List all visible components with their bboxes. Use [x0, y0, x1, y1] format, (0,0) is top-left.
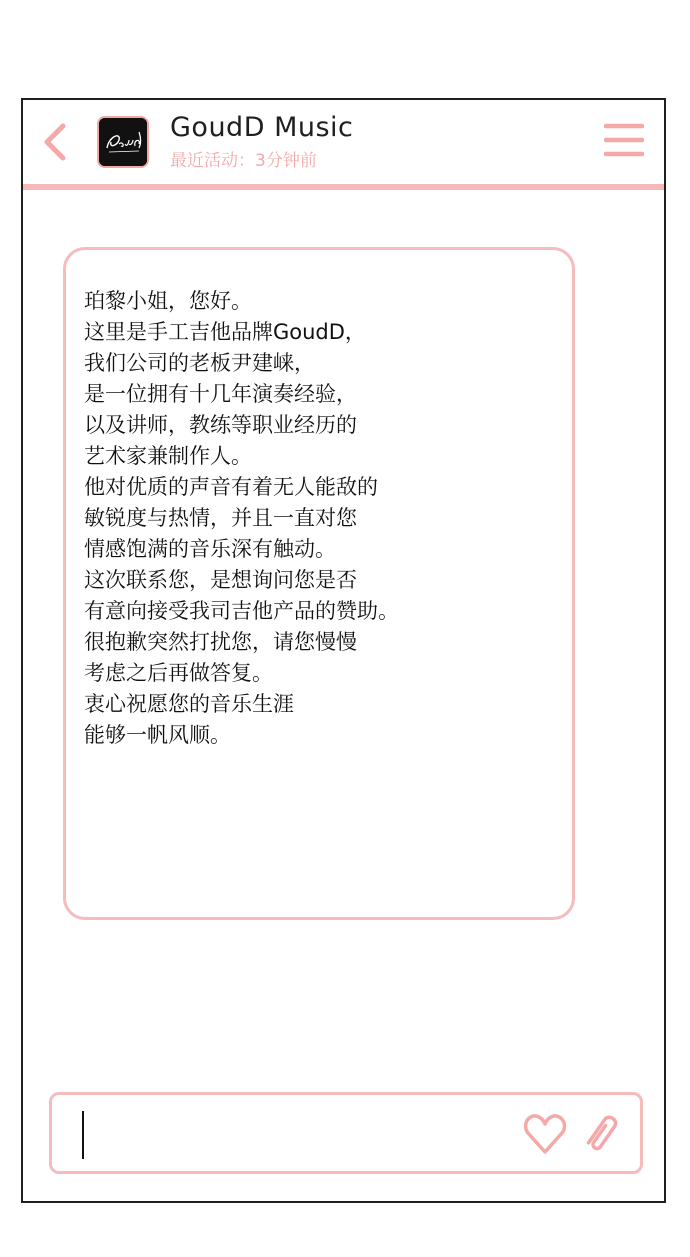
like-button[interactable] — [522, 1111, 568, 1157]
message-line: 衷心祝愿您的音乐生涯 — [84, 692, 294, 716]
attach-button[interactable] — [582, 1109, 622, 1159]
header-divider — [23, 184, 664, 190]
message-line: 他对优质的声音有着无人能敌的 — [84, 475, 378, 499]
chat-window — [21, 98, 666, 1203]
contact-name: GoudD Music — [170, 112, 354, 143]
last-active-status: 最近活动：3分钟前 — [170, 151, 317, 171]
avatar[interactable] — [97, 116, 149, 168]
paperclip-icon — [582, 1109, 622, 1159]
message-text — [84, 286, 554, 751]
message-line: 珀黎小姐，您好。 — [84, 289, 252, 313]
message-line: 考虑之后再做答复。 — [84, 661, 273, 685]
message-line: 情感饱满的音乐深有触动。 — [84, 537, 336, 561]
message-line: 这次联系您，是想询问您是否 — [84, 568, 357, 592]
back-button[interactable] — [37, 120, 73, 164]
message-bubble — [63, 247, 575, 920]
message-line: 是一位拥有十几年演奏经验， — [84, 382, 357, 406]
message-composer — [49, 1092, 643, 1174]
message-input[interactable] — [80, 1109, 504, 1161]
message-line: 有意向接受我司吉他产品的赞助。 — [84, 599, 399, 623]
hamburger-menu-icon — [604, 120, 644, 160]
message-line: 很抱歉突然打扰您，请您慢慢 — [84, 630, 357, 654]
text-cursor — [82, 1111, 84, 1159]
message-line: 敏锐度与热情，并且一直对您 — [84, 506, 357, 530]
message-line: 能够一帆风顺。 — [84, 723, 231, 747]
chevron-left-icon — [37, 120, 73, 164]
chat-header — [23, 100, 664, 184]
message-line: 我们公司的老板尹建崃， — [84, 351, 315, 375]
goudd-logo — [99, 118, 147, 166]
message-line: 艺术家兼制作人。 — [84, 444, 252, 468]
heart-icon — [522, 1111, 568, 1157]
menu-button[interactable] — [604, 120, 644, 160]
message-line: 这里是手工吉他品牌GoudD， — [84, 320, 366, 344]
message-line: 以及讲师，教练等职业经历的 — [84, 413, 357, 437]
